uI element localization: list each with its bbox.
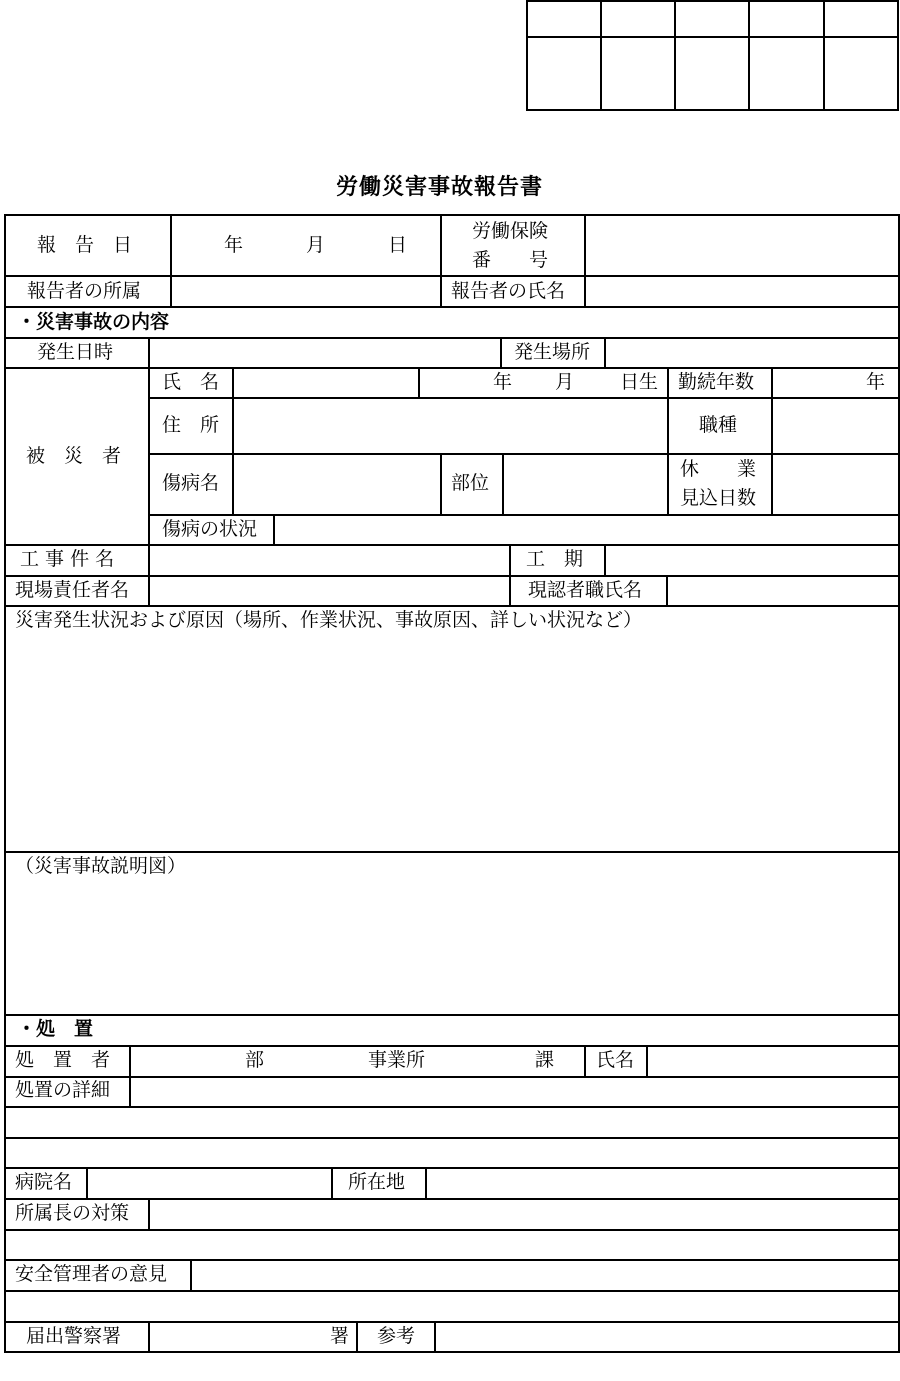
row-line bbox=[4, 306, 900, 308]
row-line bbox=[4, 1167, 900, 1169]
chief-measures-label: 所属長の対策 bbox=[15, 1202, 130, 1224]
row-line bbox=[4, 1014, 900, 1016]
row-line bbox=[4, 1229, 900, 1231]
col-line bbox=[86, 1167, 88, 1198]
approval-box-col bbox=[600, 0, 602, 111]
hospital-name-label: 病院名 bbox=[15, 1171, 73, 1193]
col-line bbox=[667, 367, 669, 515]
police-station-label: 届出警察署 bbox=[26, 1325, 122, 1347]
col-line bbox=[331, 1167, 333, 1198]
approval-box-divider bbox=[526, 36, 899, 38]
handler-label: 処 置 者 bbox=[15, 1049, 111, 1071]
row-line bbox=[4, 1137, 900, 1139]
handler-dept-unit: 部 bbox=[245, 1049, 265, 1071]
safety-manager-opinion-label: 安全管理者の意見 bbox=[15, 1263, 168, 1285]
leave-days-label: 休 業 bbox=[680, 458, 757, 480]
col-line bbox=[425, 1167, 427, 1198]
injury-name-label: 傷病名 bbox=[162, 472, 220, 494]
row-line bbox=[4, 1198, 900, 1200]
row-line bbox=[4, 1259, 900, 1261]
handler-name-label: 氏名 bbox=[596, 1049, 635, 1071]
birth-day-label: 日生 bbox=[620, 371, 659, 393]
row-line bbox=[4, 275, 900, 277]
work-period-label: 工 期 bbox=[526, 548, 584, 570]
row-line bbox=[4, 1321, 900, 1323]
report-date-year: 年 bbox=[224, 234, 244, 256]
row-line bbox=[148, 397, 900, 399]
birth-year-label: 年 bbox=[493, 371, 513, 393]
col-line bbox=[273, 514, 275, 545]
service-years-unit: 年 bbox=[866, 371, 886, 393]
col-line bbox=[170, 214, 172, 307]
occurred-datetime-label: 発生日時 bbox=[37, 341, 114, 363]
col-line bbox=[604, 544, 606, 575]
job-type-label: 職種 bbox=[699, 414, 738, 436]
approval-box-col bbox=[823, 0, 825, 111]
col-line bbox=[434, 1321, 436, 1353]
police-station-unit: 署 bbox=[330, 1325, 350, 1347]
birth-month-label: 月 bbox=[555, 371, 575, 393]
col-line bbox=[418, 367, 420, 398]
witness-label: 現認者職氏名 bbox=[528, 579, 643, 601]
approval-box-col bbox=[748, 0, 750, 111]
diagram-label: （災害事故説明図） bbox=[15, 855, 187, 877]
reporter-name-label: 報告者の氏名 bbox=[451, 280, 566, 302]
document-title: 労働災害事故報告書 bbox=[336, 174, 544, 200]
body-part-label: 部位 bbox=[451, 472, 490, 494]
col-line bbox=[148, 544, 150, 606]
injury-status-label: 傷病の状況 bbox=[162, 518, 258, 540]
col-line bbox=[666, 575, 668, 606]
col-line bbox=[604, 337, 606, 368]
col-line bbox=[584, 1045, 586, 1076]
row-line bbox=[4, 1290, 900, 1292]
col-line bbox=[440, 214, 442, 307]
service-years-label: 勤続年数 bbox=[678, 371, 755, 393]
handler-office-unit: 事業所 bbox=[368, 1049, 426, 1071]
insurance-number-label: 労働保険 bbox=[472, 220, 549, 242]
reference-label: 参考 bbox=[377, 1325, 416, 1347]
circumstances-label: 災害発生状況および原因（場所、作業状況、事故原因、詳しい状況など） bbox=[15, 609, 643, 631]
approval-box-col bbox=[674, 0, 676, 111]
measure-details-label: 処置の詳細 bbox=[15, 1079, 111, 1101]
address-label: 住 所 bbox=[162, 414, 220, 436]
insurance-number-label-2: 番 号 bbox=[472, 249, 549, 271]
col-line bbox=[129, 1045, 131, 1107]
row-line bbox=[4, 605, 900, 607]
row-line bbox=[4, 851, 900, 853]
site-manager-label: 現場責任者名 bbox=[15, 579, 130, 601]
col-line bbox=[148, 337, 150, 368]
col-line bbox=[232, 367, 234, 515]
victim-name-label: 氏 名 bbox=[162, 371, 220, 393]
col-line bbox=[148, 367, 150, 545]
row-line bbox=[148, 453, 900, 455]
approval-stamp-box bbox=[526, 0, 899, 111]
handler-section-unit: 課 bbox=[535, 1049, 555, 1071]
hospital-location-label: 所在地 bbox=[348, 1171, 406, 1193]
row-line bbox=[4, 337, 900, 339]
form-frame bbox=[4, 214, 900, 1353]
col-line bbox=[502, 453, 504, 515]
col-line bbox=[584, 214, 586, 307]
report-date-month: 月 bbox=[306, 234, 326, 256]
leave-days-label-2: 見込日数 bbox=[680, 487, 757, 509]
col-line bbox=[771, 367, 773, 515]
row-line bbox=[4, 1106, 900, 1108]
col-line bbox=[148, 1198, 150, 1229]
col-line bbox=[440, 453, 442, 515]
accident-section-heading: ・災害事故の内容 bbox=[17, 311, 170, 333]
row-line bbox=[4, 544, 900, 546]
report-date-label: 報 告 日 bbox=[37, 234, 133, 256]
row-line bbox=[4, 1045, 900, 1047]
row-line bbox=[4, 367, 900, 369]
report-date-day: 日 bbox=[388, 234, 408, 256]
row-line bbox=[4, 1076, 900, 1078]
occurred-place-label: 発生場所 bbox=[514, 341, 591, 363]
col-line bbox=[148, 1321, 150, 1353]
row-line bbox=[4, 575, 900, 577]
col-line bbox=[646, 1045, 648, 1076]
col-line bbox=[190, 1259, 192, 1290]
victim-label: 被 災 者 bbox=[26, 445, 122, 467]
work-name-label: 工 事 件 名 bbox=[20, 548, 115, 570]
row-line bbox=[148, 514, 900, 516]
col-line bbox=[356, 1321, 358, 1353]
measures-section-heading: ・処 置 bbox=[17, 1018, 94, 1040]
col-line bbox=[509, 544, 511, 606]
reporter-department-label: 報告者の所属 bbox=[27, 280, 142, 302]
col-line bbox=[500, 337, 502, 368]
